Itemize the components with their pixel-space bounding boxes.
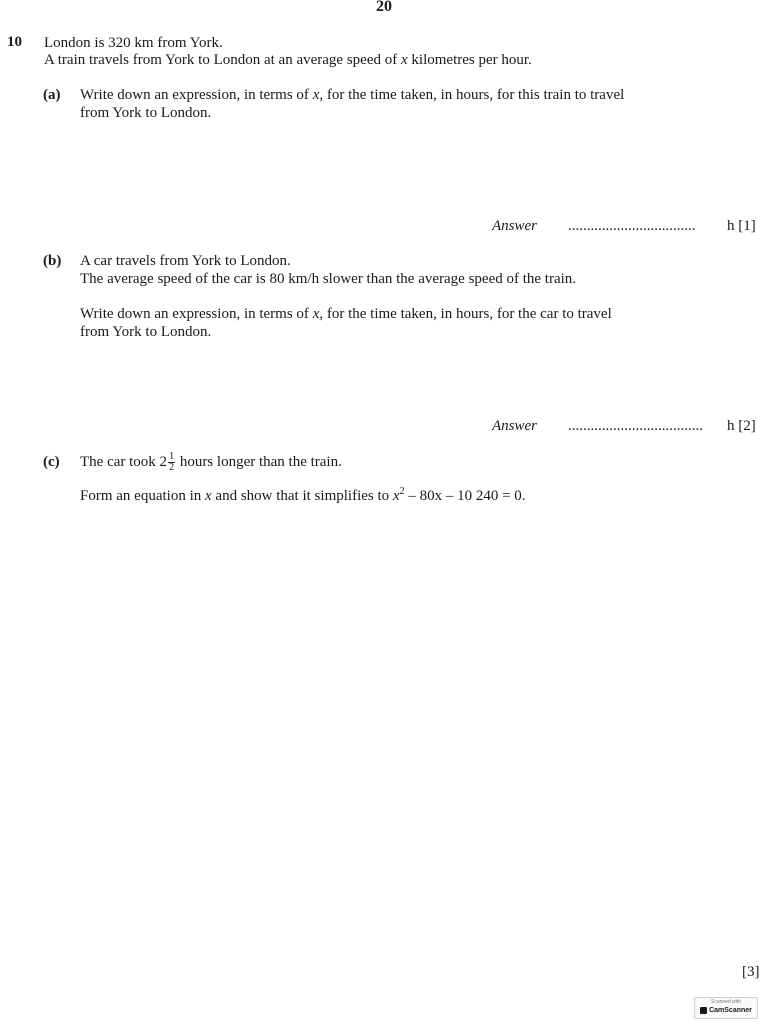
question-number: 10 bbox=[7, 34, 22, 50]
part-a-answer-line[interactable]: .................................. bbox=[568, 218, 696, 234]
question-stem-line-2: A train travels from York to London at an average speed of x kilometres per hour. bbox=[44, 52, 532, 68]
part-b-answer-label: Answer bbox=[492, 418, 537, 434]
part-a-answer-unit-marks: h [1] bbox=[727, 218, 756, 234]
part-b-text-line-3: Write down an expression, in terms of x, for the time taken, in hours, for the car to travel bbox=[80, 306, 612, 322]
part-a-text-line-1: Write down an expression, in terms of x, for the time taken, in hours, for this train to travel bbox=[80, 87, 625, 103]
quadratic-equation: $x^2 - 80x - 10$ 240 = 0. bbox=[392, 486, 526, 504]
part-c-text-line-1: The car took 2 $\frac{1}{2}$ hours longer than the train. bbox=[80, 451, 342, 474]
mixed-number-fraction: $\frac{1}{2}$ bbox=[169, 451, 175, 474]
camscanner-logo-icon bbox=[700, 1007, 707, 1014]
part-c-marks: [3] bbox=[742, 964, 760, 980]
part-b-text-line-2: The average speed of the car is 80 km/h slower than the average speed of the train. bbox=[80, 271, 577, 287]
part-a-answer-label: Answer bbox=[492, 218, 537, 234]
part-b-label: (b) bbox=[43, 253, 62, 269]
part-b-answer-unit-marks: h [2] bbox=[727, 418, 756, 434]
page-number: 20 bbox=[376, 0, 392, 15]
question-stem-line-1: London is 320 km from York. bbox=[44, 35, 223, 51]
part-a-text-line-2: from York to London. bbox=[80, 105, 212, 121]
camscanner-watermark: Scanned with CamScanner bbox=[694, 997, 758, 1019]
part-c-label: (c) bbox=[43, 454, 60, 470]
part-b-answer-line[interactable]: .................................... bbox=[568, 418, 703, 434]
part-a-label: (a) bbox=[43, 87, 61, 103]
part-c-text-line-2: Form an equation in x and show that it simplifies to $x^2 - 80x - 10$ 240 = 0. bbox=[80, 486, 526, 504]
part-b-text-line-4: from York to London. bbox=[80, 324, 212, 340]
part-b-text-line-1: A car travels from York to London. bbox=[80, 253, 291, 269]
